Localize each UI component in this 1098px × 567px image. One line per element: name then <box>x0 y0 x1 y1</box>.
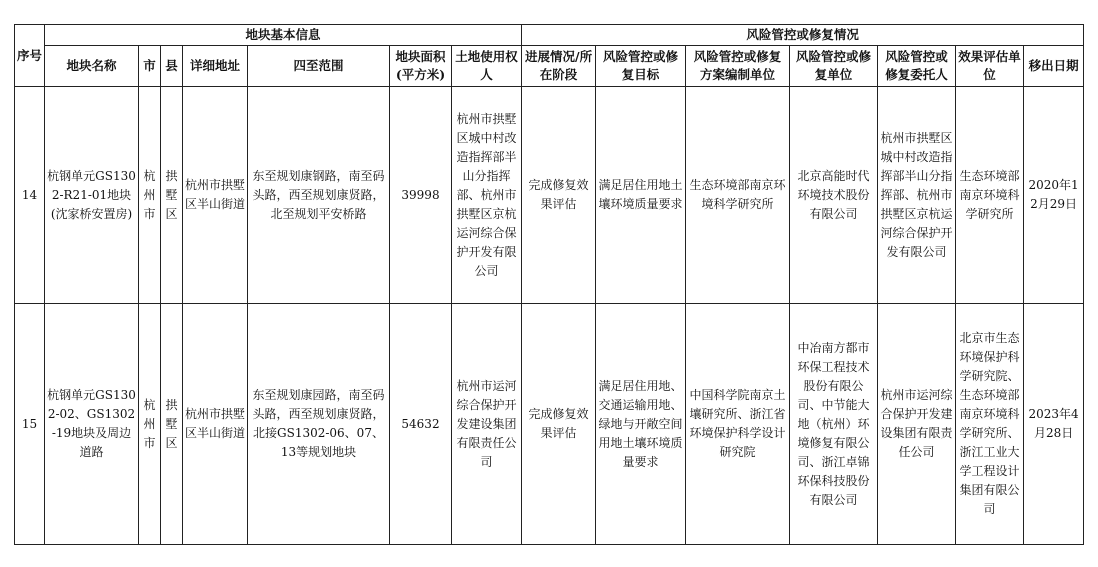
header-eval-unit: 效果评估单位 <box>956 46 1024 87</box>
cell-seq: 14 <box>15 87 45 304</box>
header-progress: 进展情况/所在阶段 <box>522 46 596 87</box>
cell-client: 杭州市运河综合保护开发建设集团有限责任公司 <box>878 304 956 545</box>
cell-plan-unit: 中国科学院南京土壤研究所、浙江省环境保护科学设计研究院 <box>686 304 790 545</box>
header-area: 地块面积(平方米) <box>390 46 452 87</box>
cell-area: 54632 <box>390 304 452 545</box>
header-name: 地块名称 <box>45 46 139 87</box>
cell-progress: 完成修复效果评估 <box>522 87 596 304</box>
cell-plan-unit: 生态环境部南京环境科学研究所 <box>686 87 790 304</box>
header-group-row <box>15 25 1084 46</box>
cell-name: 杭钢单元GS1302-02、GS1302-19地块及周边道路 <box>45 304 139 545</box>
cell-removal-date: 2020年12月29日 <box>1024 87 1084 304</box>
cell-target: 满足居住用地、交通运输用地、绿地与开敞空间用地土壤环境质量要求 <box>596 304 686 545</box>
header-seq: 序号 <box>15 25 45 87</box>
table-row <box>15 304 1084 545</box>
header-columns-row <box>15 46 1084 87</box>
cell-name: 杭钢单元GS1302-R21-01地块(沈家桥安置房) <box>45 87 139 304</box>
cell-boundary: 东至规划康钢路，南至码头路，西至规划康贤路，北至规划平安桥路 <box>248 87 390 304</box>
cell-boundary: 东至规划康园路，南至码头路，西至规划康贤路，北接GS1302-06、07、13等规划地块 <box>248 304 390 545</box>
header-client: 风险管控或修复委托人 <box>878 46 956 87</box>
cell-target: 满足居住用地土壤环境质量要求 <box>596 87 686 304</box>
cell-city: 杭州市 <box>139 304 161 545</box>
header-group-basic: 地块基本信息 <box>45 25 522 46</box>
cell-repair-unit: 北京高能时代环境技术股份有限公司 <box>790 87 878 304</box>
cell-repair-unit: 中冶南方都市环保工程技术股份有限公司、中节能大地（杭州）环境修复有限公司、浙江卓锦环保科技股份有限公司 <box>790 304 878 545</box>
cell-address: 杭州市拱墅区半山街道 <box>183 87 248 304</box>
header-plan-unit: 风险管控或修复方案编制单位 <box>686 46 790 87</box>
cell-eval-unit: 生态环境部南京环境科学研究所 <box>956 87 1024 304</box>
header-removal-date: 移出日期 <box>1024 46 1084 87</box>
cell-land-user: 杭州市运河综合保护开发建设集团有限责任公司 <box>452 304 522 545</box>
header-city: 市 <box>139 46 161 87</box>
cell-address: 杭州市拱墅区半山街道 <box>183 304 248 545</box>
cell-client: 杭州市拱墅区城中村改造指挥部半山分指挥部、杭州市拱墅区京杭运河综合保护开发有限公司 <box>878 87 956 304</box>
cell-removal-date: 2023年4月28日 <box>1024 304 1084 545</box>
header-address: 详细地址 <box>183 46 248 87</box>
table-row <box>15 87 1084 304</box>
header-boundary: 四至范围 <box>248 46 390 87</box>
land-parcel-table <box>14 24 1084 545</box>
header-group-risk: 风险管控或修复情况 <box>522 25 1084 46</box>
cell-seq: 15 <box>15 304 45 545</box>
cell-progress: 完成修复效果评估 <box>522 304 596 545</box>
header-repair-unit: 风险管控或修复单位 <box>790 46 878 87</box>
cell-county: 拱墅区 <box>161 87 183 304</box>
header-target: 风险管控或修复目标 <box>596 46 686 87</box>
header-land-user: 土地使用权人 <box>452 46 522 87</box>
cell-land-user: 杭州市拱墅区城中村改造指挥部半山分指挥部、杭州市拱墅区京杭运河综合保护开发有限公司 <box>452 87 522 304</box>
cell-eval-unit: 北京市生态环境保护科学研究院、生态环境部南京环境科学研究所、浙江工业大学工程设计集团有限公司 <box>956 304 1024 545</box>
cell-area: 39998 <box>390 87 452 304</box>
cell-county: 拱墅区 <box>161 304 183 545</box>
cell-city: 杭州市 <box>139 87 161 304</box>
header-county: 县 <box>161 46 183 87</box>
